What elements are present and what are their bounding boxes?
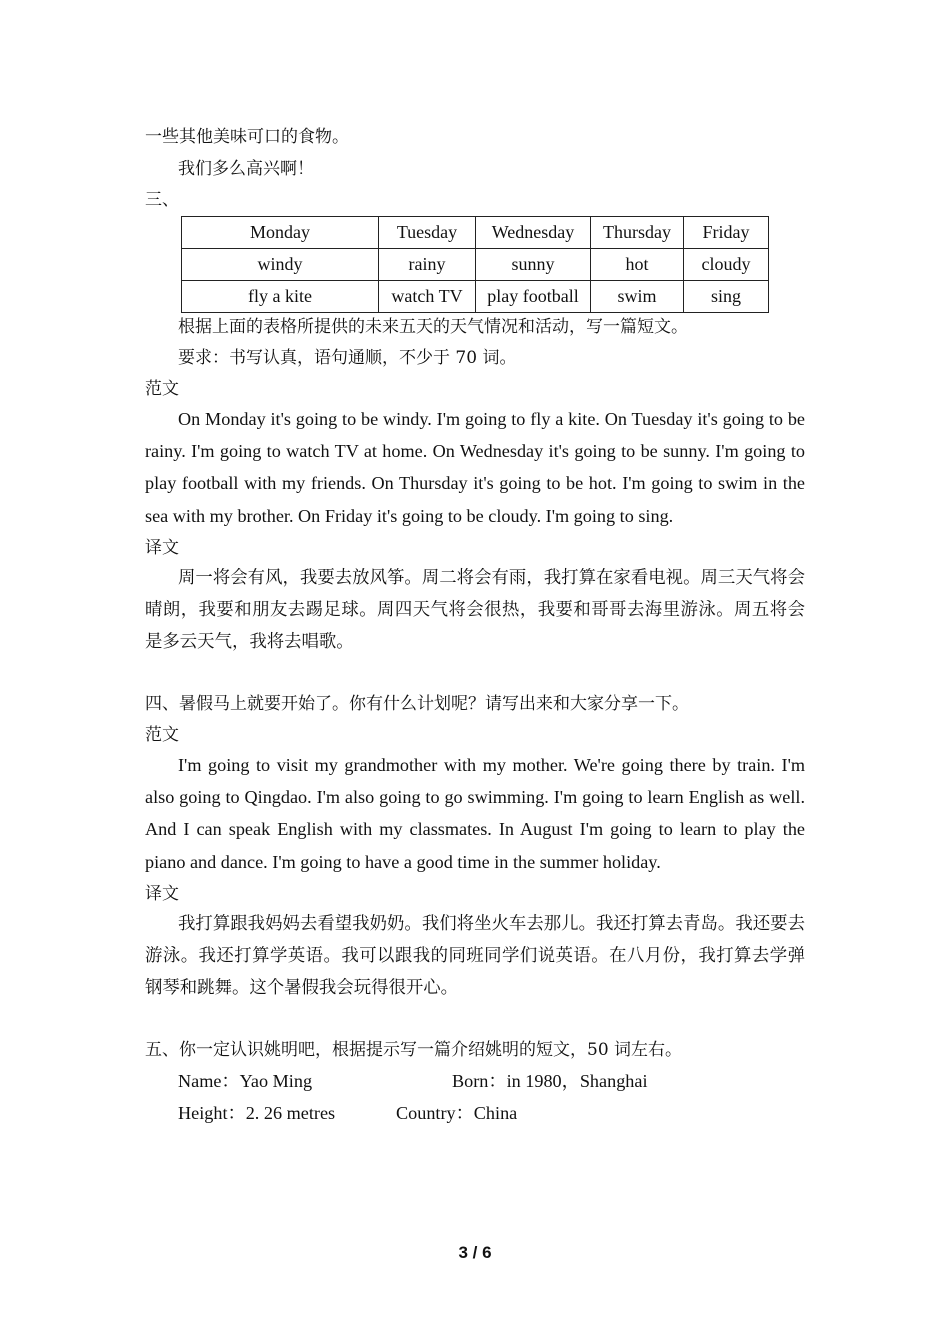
section4-heading: 四、暑假马上就要开始了。你有什么计划呢？请写出来和大家分享一下。	[145, 694, 689, 714]
table-cell: windy	[182, 249, 379, 281]
yao-height: Height：2. 26 metres	[178, 1103, 336, 1123]
section3-translation-label: 译文	[145, 538, 179, 558]
page-number: 3 / 6	[458, 1243, 492, 1262]
section3-translation-text: 周一将会有风，我要去放风筝。周二将会有雨，我打算在家看电视。周三天气将会晴朗，我要和朋友去踢足球。周四天气将会很热，我要和哥哥去海里游泳。周五将会是多云天气，我将去唱歌。	[145, 568, 805, 653]
table-activity-row	[182, 281, 769, 313]
table-cell: sing	[684, 281, 769, 313]
section5-heading: 五、你一定认识姚明吧，根据提示写一篇介绍姚明的短文，50 词左右。	[145, 1040, 683, 1060]
section4-sample-label: 范文	[145, 725, 179, 745]
section2-tail-line2: 我们多么高兴啊！	[178, 159, 314, 179]
table-cell: rainy	[379, 249, 476, 281]
yao-name: Name：Yao Ming	[178, 1071, 313, 1091]
table-cell: play football	[476, 281, 591, 313]
table-cell: cloudy	[684, 249, 769, 281]
section4-sample-text: I'm going to visit my grandmother with my mother. We're going there by train. I'm also going to Qingdao. I'm also going to go swimming. I'm going to learn English as well. And I can speak English with my classmates. In August I'm going to learn to play the piano and dance. I'm going to have a good time in the summer holiday.	[145, 755, 805, 872]
table-header-row	[182, 217, 769, 249]
section2-tail-line1: 一些其他美味可口的食物。	[145, 127, 349, 147]
table-cell: hot	[591, 249, 684, 281]
yao-country: Country：China	[396, 1103, 518, 1123]
table-cell: Wednesday	[476, 217, 591, 249]
table-cell: fly a kite	[182, 281, 379, 313]
section3-sample-label: 范文	[145, 379, 179, 399]
section3-sample-text: On Monday it's going to be windy. I'm going to fly a kite. On Tuesday it's going to be rainy. I'm going to watch TV at home. On Wednesday it's going to be sunny. I'm going to play football with my friends. On Thursday it's going to be hot. I'm going to swim in the sea with my brother. On Friday it's going to be cloudy. I'm going to sing.	[145, 409, 805, 526]
table-cell: Monday	[182, 217, 379, 249]
table-cell: Thursday	[591, 217, 684, 249]
section4-translation-text: 我打算跟我妈妈去看望我奶奶。我们将坐火车去那儿。我还打算去青岛。我还要去游泳。我还打算学英语。我可以跟我的同班同学们说英语。在八月份，我打算去学弹钢琴和跳舞。这个暑假我会玩得很开心。	[145, 914, 805, 999]
table-cell: watch TV	[379, 281, 476, 313]
yao-born: Born：in 1980，Shanghai	[452, 1071, 648, 1091]
table-cell: sunny	[476, 249, 591, 281]
section3-instruction: 根据上面的表格所提供的未来五天的天气情况和活动，写一篇短文。	[178, 317, 688, 337]
table-cell: Tuesday	[379, 217, 476, 249]
table-cell: swim	[591, 281, 684, 313]
section4-translation-label: 译文	[145, 884, 179, 904]
table-weather-row	[182, 249, 769, 281]
weather-activity-table	[181, 216, 769, 313]
section3-requirement: 要求：书写认真，语句通顺，不少于 70 词。	[178, 348, 517, 368]
section3-heading: 三、	[145, 190, 179, 210]
table-cell: Friday	[684, 217, 769, 249]
